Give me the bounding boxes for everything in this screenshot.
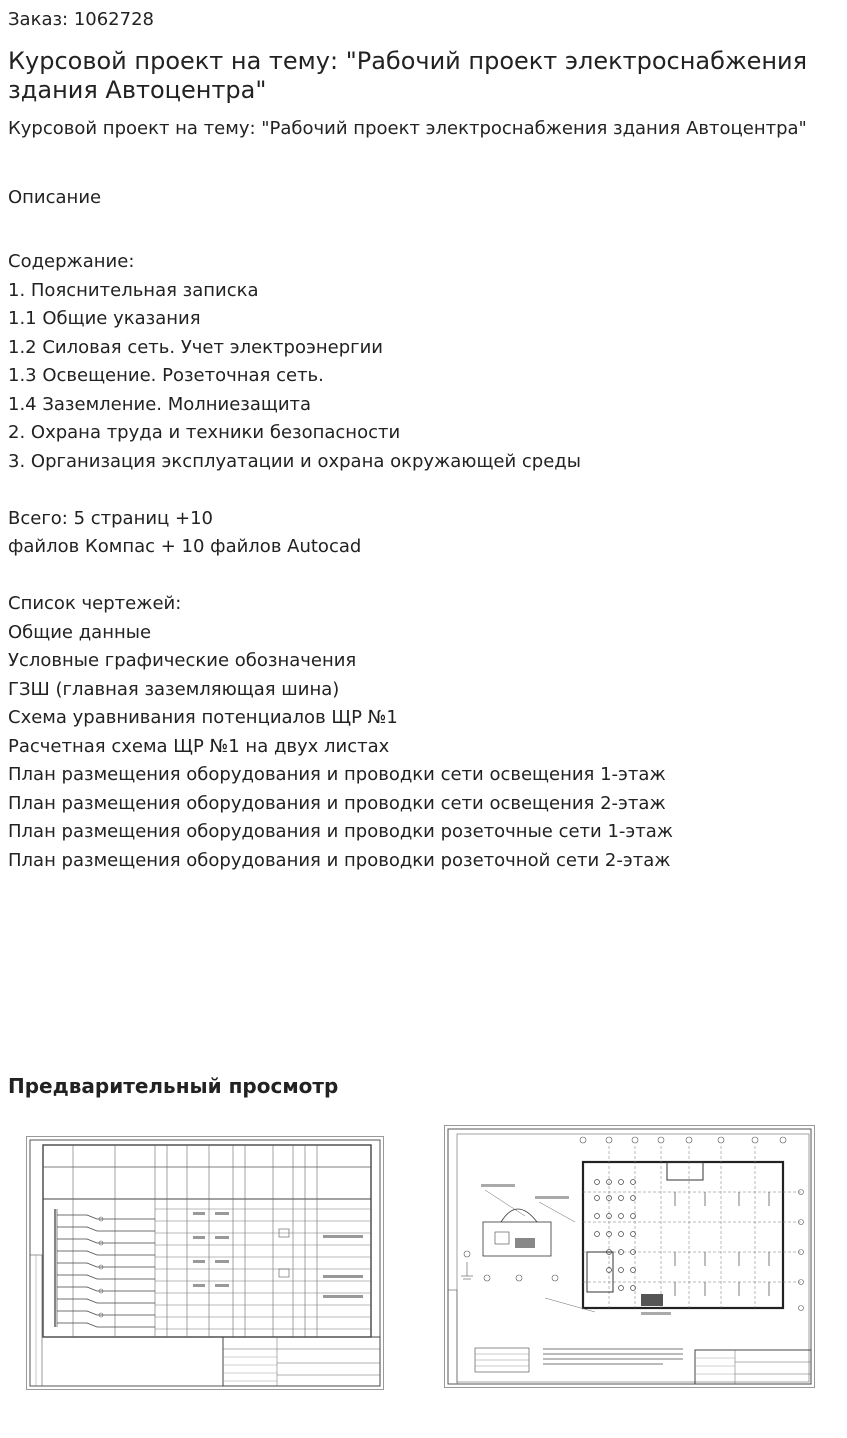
contents-item: 1.1 Общие указания [8,308,201,329]
page-title: Курсовой проект на тему: "Рабочий проект электроснабжения здания Автоцентра" [8,47,808,104]
description-body [8,248,838,875]
contents-item: 1. Пояснительная записка [8,279,259,301]
contents-item: 1.4 Заземление. Молниезащита [8,393,312,415]
preview-heading: Предварительный просмотр [8,1074,339,1098]
drawing-item: Условные графические обозначения [8,650,357,671]
totals-line: Всего: 5 страниц +10 [8,507,214,529]
contents-item: 1.2 Силовая сеть. Учет электроэнергии [8,336,383,358]
contents-heading: Содержание: [8,251,135,272]
contents-item: 1.3 Освещение. Розеточная сеть. [8,365,324,386]
drawing-item: План размещения оборудования и проводки розеточной сети 2-этаж [8,849,671,871]
floor-plan-sheet-thumbnail[interactable] [444,1125,815,1388]
drawing-item: План размещения оборудования и проводки сети освещения 2-этаж [8,792,666,814]
description-heading: Описание [8,187,102,208]
drawing-item: Схема уравнивания потенциалов ЩР №1 [8,707,398,728]
schematic-sheet-thumbnail[interactable] [26,1136,384,1390]
floor-plan-drawing [445,1126,814,1387]
drawing-item: Расчетная схема ЩР №1 на двух листах [8,735,390,757]
drawing-item: План размещения оборудования и проводки розеточные сети 1-этаж [8,821,674,842]
drawings-heading: Список чертежей: [8,593,182,614]
contents-item: 2. Охрана труда и техники безопасности [8,422,401,443]
project-subtitle: Курсовой проект на тему: "Рабочий проект электроснабжения здания Автоцентра" [8,118,807,139]
blank-line [8,476,838,505]
contents-item: 3. Организация эксплуатации и охрана окружающей среды [8,450,581,472]
drawing-item: ГЗШ (главная заземляющая шина) [8,678,340,700]
drawing-item: Общие данные [8,621,152,643]
totals-line: файлов Компас + 10 файлов Autocad [8,536,362,557]
schematic-drawing [27,1137,383,1389]
drawing-item: План размещения оборудования и проводки сети освещения 1-этаж [8,764,666,785]
blank-line [8,562,838,591]
order-number: Заказ: 1062728 [8,9,154,30]
